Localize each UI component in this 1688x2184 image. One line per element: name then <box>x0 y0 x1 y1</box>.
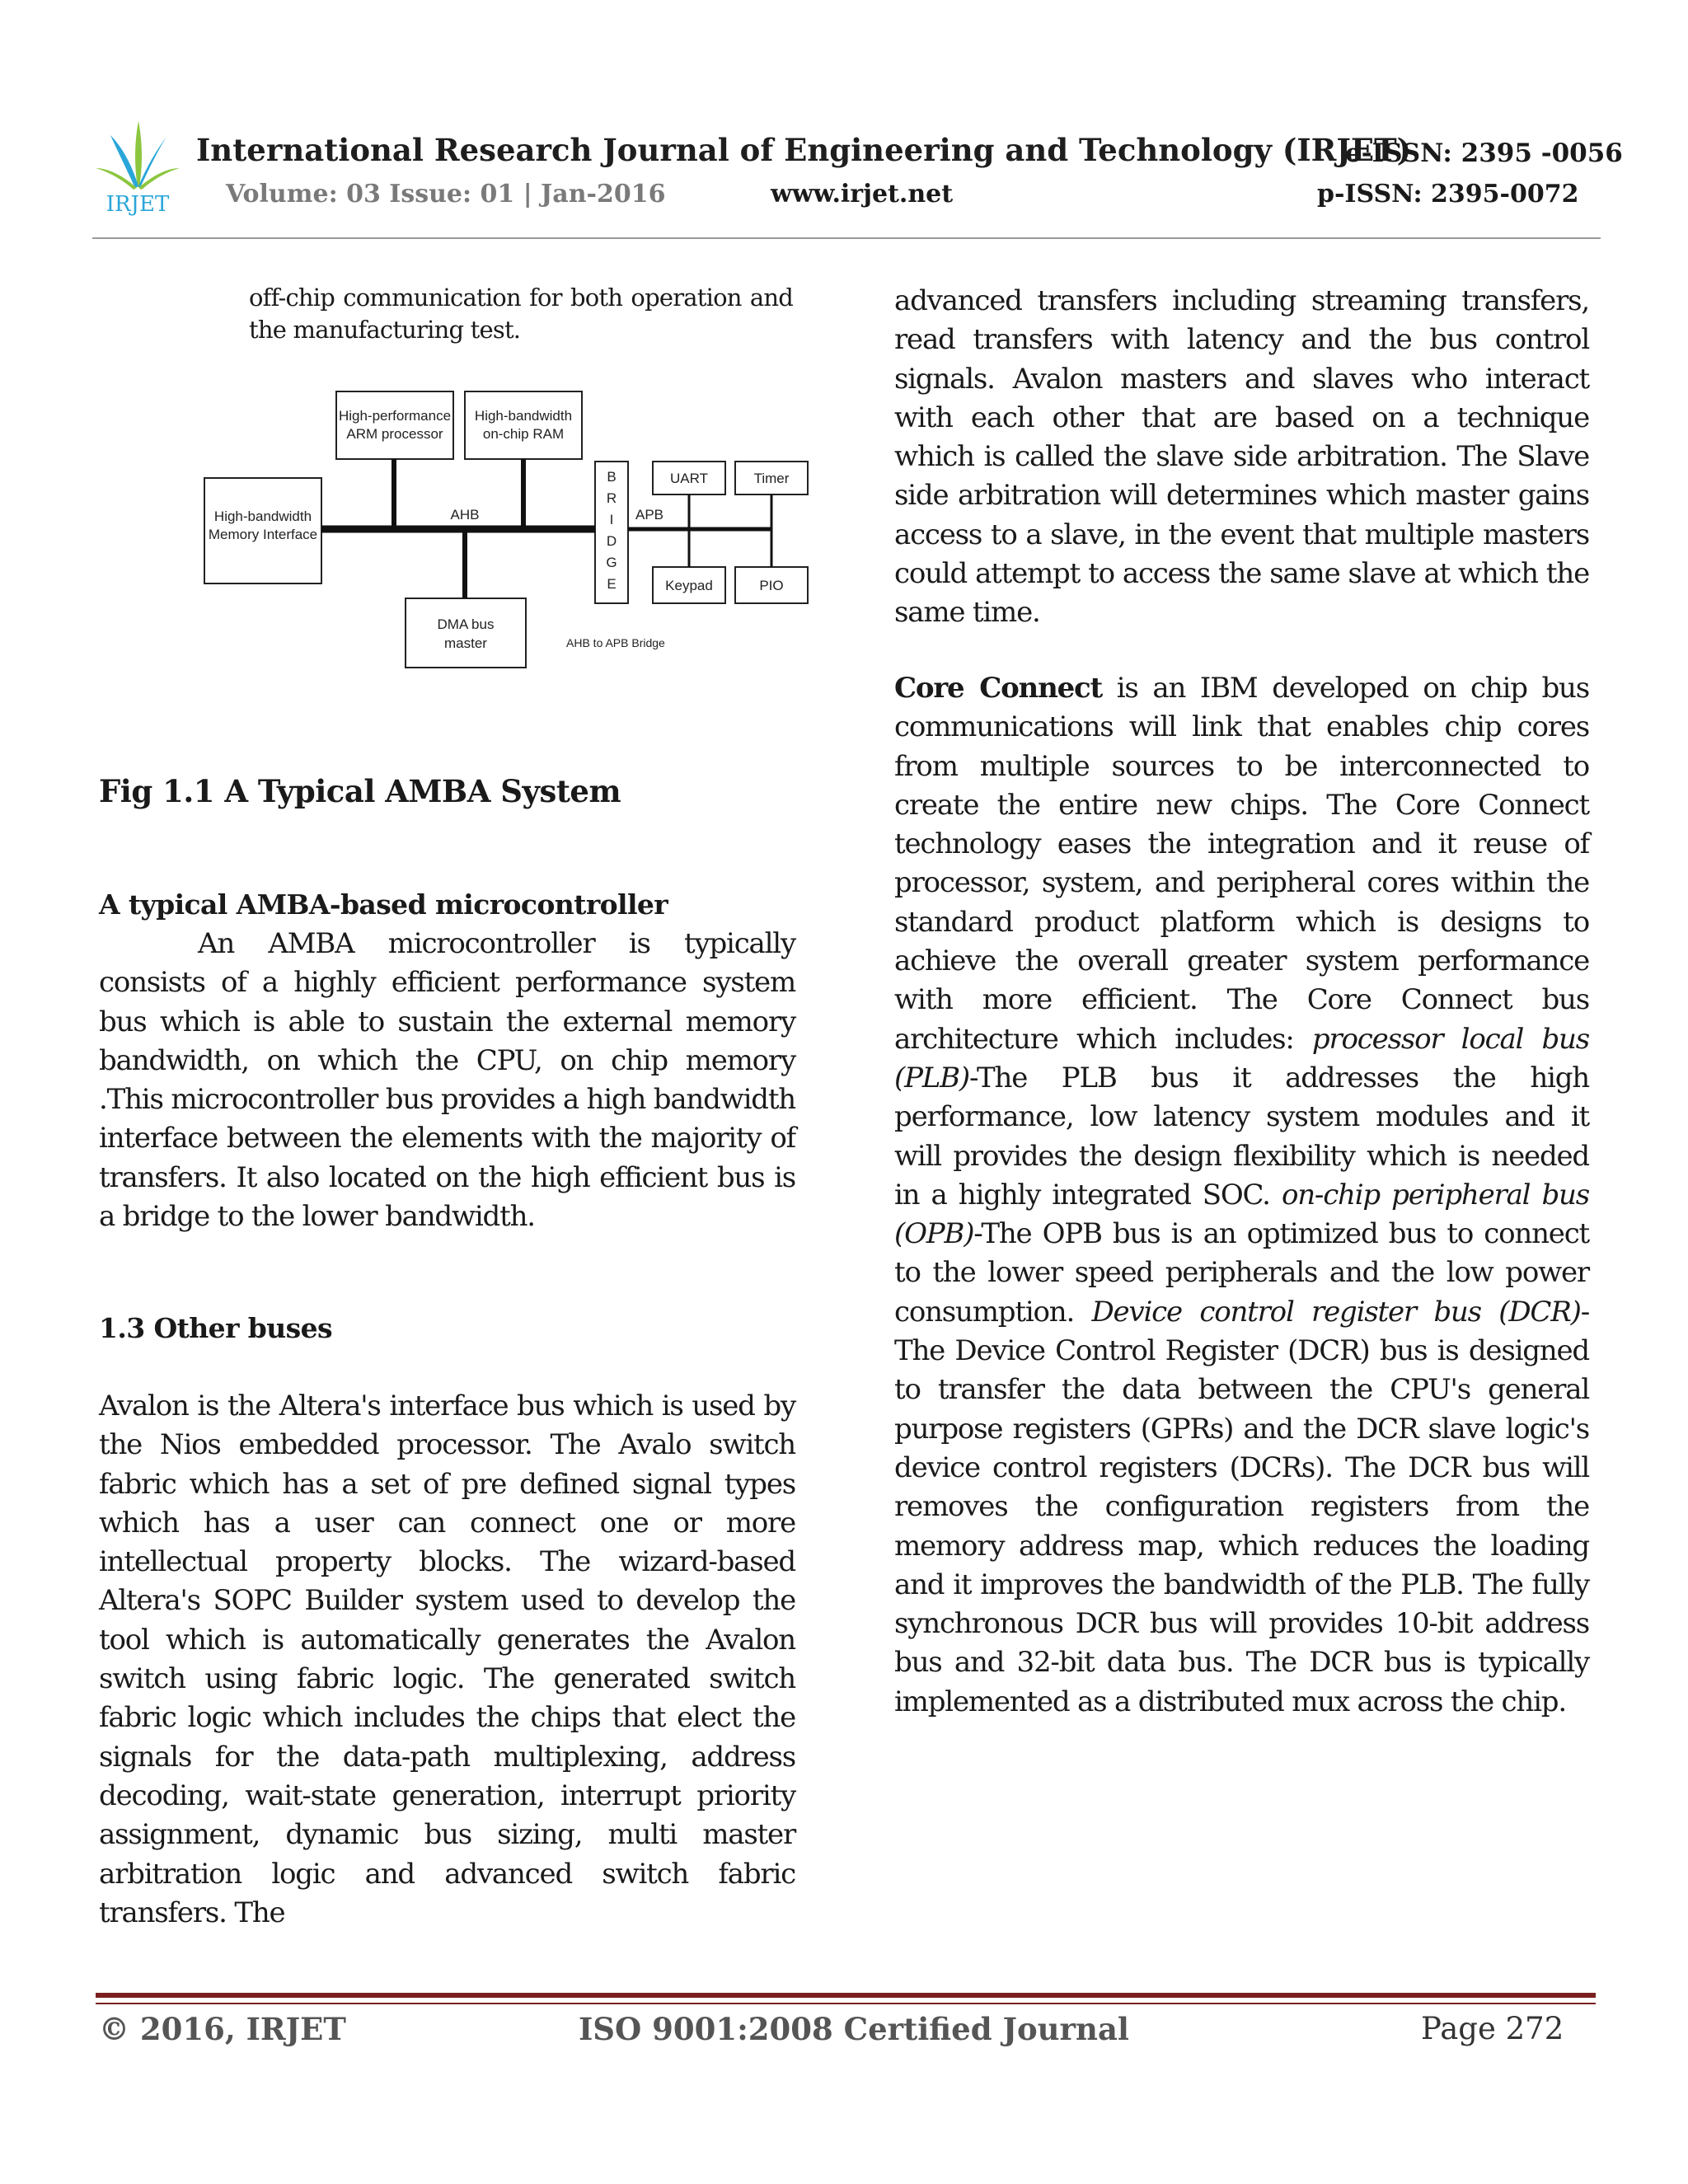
page-number: Page 272 <box>1421 2011 1564 2046</box>
logo-text: IRJET <box>106 192 170 216</box>
ram-label-2: on-chip RAM <box>482 426 565 442</box>
p-issn: p-ISSN: 2395-0072 <box>1317 180 1579 209</box>
dcr-text: -The Device Control Register (DCR) bus is designed to transfer the data between the CPU's general purpose registers (GPRs) and the DCR slave logic's device control registers (DCRs). The DCR bus will removes the configuration registers from the memory address map, which reduces the loading and it improves the bandwidth of the PLB. The fully synchronous DCR bus will provides 10-bit address bus and 32-bit data bus. The DCR bus is typically implemented as a distributed mux across the chip. <box>894 1295 1589 1718</box>
iso-certification: ISO 9001:2008 Certified Journal <box>579 2011 1129 2047</box>
bridge-letter-i: I <box>609 512 614 527</box>
core-connect-paragraph <box>894 669 1589 1722</box>
arm-processor-block <box>336 391 453 459</box>
bridge-letter-b: B <box>607 469 617 485</box>
amba-paragraph: An AMBA microcontroller is typically consists of a highly efficient performance system bus which is able to sustain the external memory bandwidth, on which the CPU, on chip memory .This microcontroller bus provides a high bandwidth interface between the elements with the majority of transfers. It also located on the high efficient bus is a bridge to the lower bandwidth. <box>99 927 795 1234</box>
core-connect-intro: is an IBM developed on chip bus communications will link that enables chip cores from multiple sources to be interconnected to create the entire new chips. The Core Connect technology eases the integration and it reuse of processor, system, and peripheral cores within the standard product platform which is designs to achieve the overall greater system performance with more efficient. The Core Connect bus architecture which includes: <box>894 672 1589 1056</box>
bridge-letter-g: G <box>606 555 617 570</box>
bridge-letter-e: E <box>607 576 617 592</box>
footer-divider-thick <box>96 1993 1596 1998</box>
leaf-logo-icon <box>92 117 183 216</box>
bridge-letter-d: D <box>606 533 617 549</box>
core-connect-term: Core Connect <box>894 672 1103 705</box>
plb-term: processor local bus (PLB) <box>894 1022 1589 1094</box>
ahb-label: AHB <box>450 507 480 523</box>
dma-label-1: DMA bus <box>437 616 495 632</box>
section-heading-other-buses: 1.3 Other buses <box>99 1312 332 1344</box>
arm-label-2: ARM processor <box>346 426 443 442</box>
timer-label: Timer <box>753 471 790 486</box>
uart-label: UART <box>670 471 708 486</box>
opb-text: -The OPB bus is an optimized bus to connect to the lower speed peripherals and the low power consumption. <box>894 1217 1589 1329</box>
journal-website-link[interactable]: www.irjet.net <box>771 180 954 209</box>
ram-label-1: High-bandwidth <box>474 408 573 424</box>
pio-label: PIO <box>759 578 784 593</box>
e-issn: e-ISSN: 2395 -0056 <box>1345 138 1623 168</box>
arm-label-1: High-performance <box>338 408 452 424</box>
figure-caption: Fig 1.1 A Typical AMBA System <box>99 773 621 809</box>
copyright-notice: © 2016, IRJET <box>99 2011 346 2047</box>
intro-snippet: off-chip communication for both operation and the manufacturing test. <box>249 284 793 344</box>
keypad-label: Keypad <box>665 578 713 593</box>
amba-system-figure <box>201 387 813 676</box>
footer-divider-thin <box>96 2003 1596 2004</box>
dcr-term: Device control register bus (DCR) <box>1091 1295 1581 1329</box>
journal-title: International Research Journal of Engineering and Technology (IRJET) <box>196 132 1412 168</box>
mem-label-2: Memory Interface <box>208 527 318 542</box>
onchip-ram-block <box>465 391 582 459</box>
mem-label-1: High-bandwidth <box>213 509 312 524</box>
volume-issue: Volume: 03 Issue: 01 | Jan-2016 <box>226 180 666 209</box>
journal-logo <box>92 117 183 216</box>
section-heading-amba: A typical AMBA-based microcontroller <box>99 888 668 921</box>
header-divider <box>92 237 1601 239</box>
opb-term: on-chip peripheral bus (OPB) <box>894 1178 1589 1251</box>
dma-master-block <box>406 598 526 668</box>
avalon-continued-paragraph: advanced transfers including streaming transfers, read transfers with latency and the bus control signals. Avalon masters and slaves who interact with each other that are based on a technique which is called the slave side arbitration. The Slave side arbitration will determines which master gains access to a slave, in the event that multiple masters could attempt to access the same slave at which the same time. <box>894 284 1589 630</box>
apb-label: APB <box>635 507 664 523</box>
avalon-paragraph: Avalon is the Altera's interface bus which is used by the Nios embedded processor. The Avalo switch fabric which has a set of pre defined signal types which has a user can connect one or more intellectual property blocks. The wizard-based Altera's SOPC Builder system used to develop the tool which is automatically generates the Avalon switch using fabric logic. The generated switch fabric logic which includes the chips that elect the signals for the data-path multiplexing, address decoding, wait-state generation, interrupt priority assignment, dynamic bus sizing, multi master arbitration logic and advanced switch fabric transfers. The <box>99 1390 795 1929</box>
bridge-caption: AHB to APB Bridge <box>566 636 665 649</box>
plb-text: -The PLB bus it addresses the high performance, low latency system modules and it will provides the design flexibility which is needed in a highly integrated SOC. <box>894 1061 1589 1212</box>
bridge-letter-r: R <box>606 490 617 506</box>
dma-label-2: master <box>444 635 487 651</box>
